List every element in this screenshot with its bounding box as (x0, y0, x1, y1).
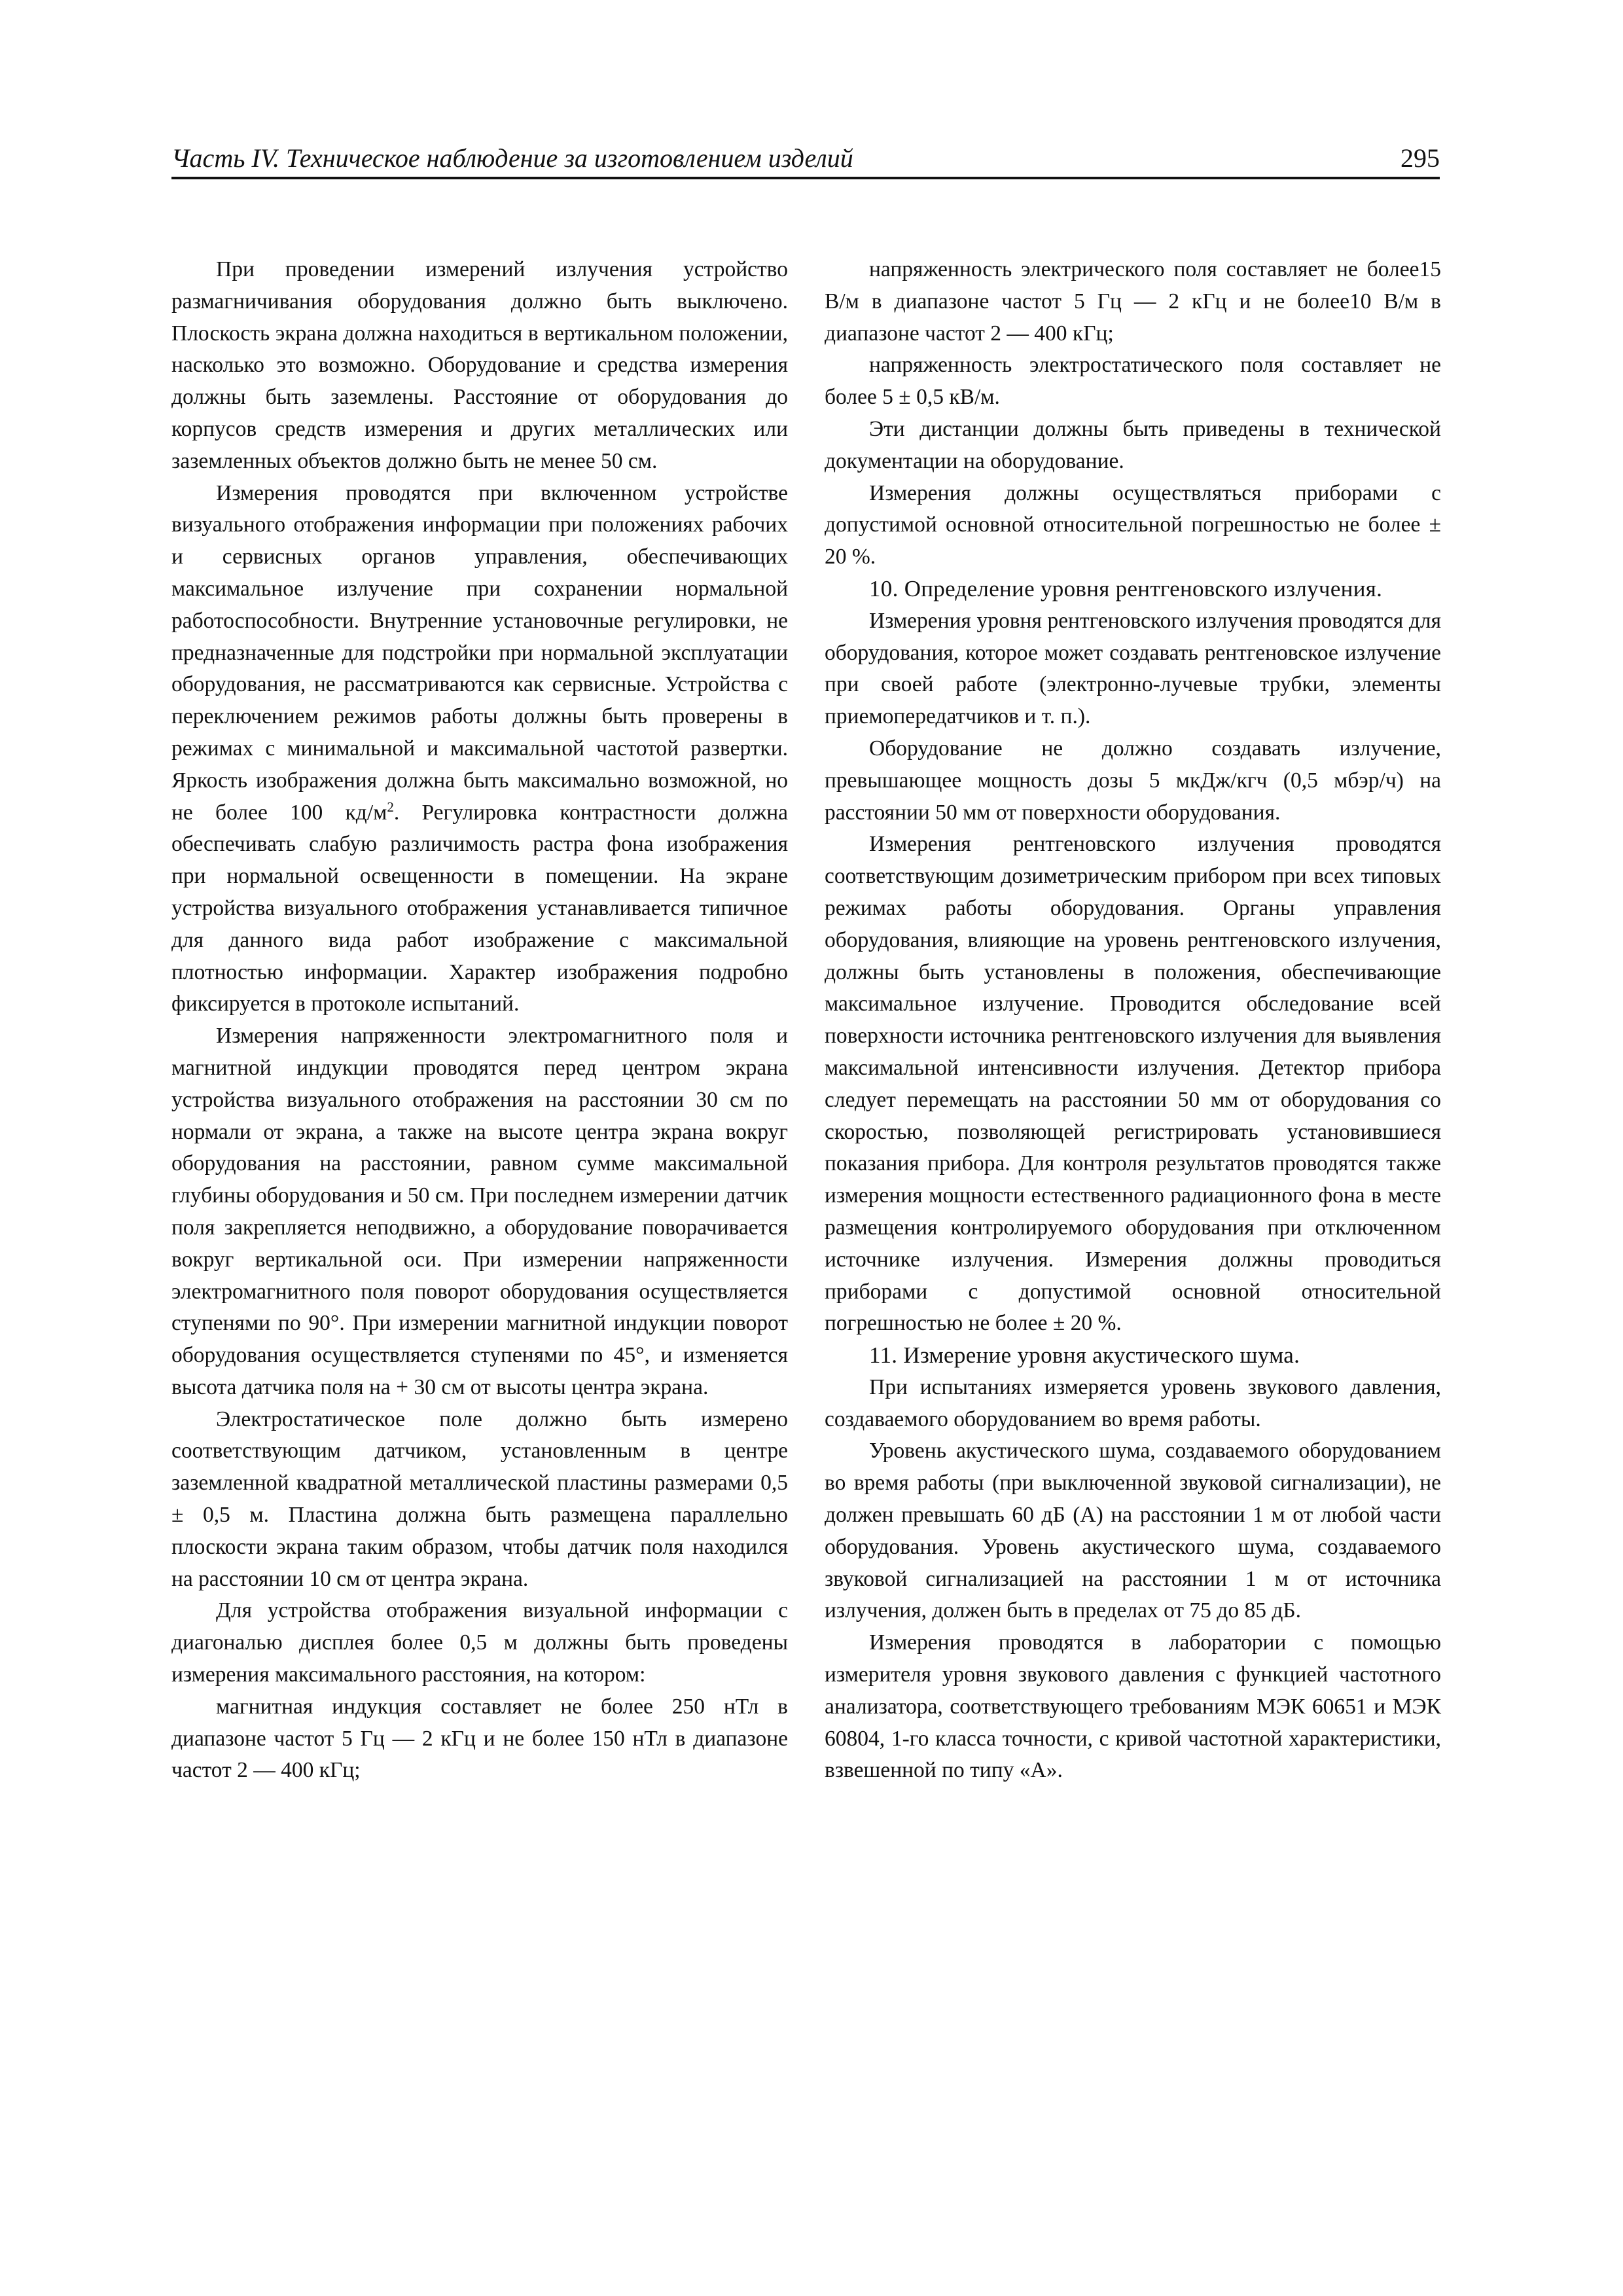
paragraph: Измерения рентгеновского излучения проводятся соответствующим дозиметрическим прибором при всех типовых режимах работы оборудования. Органы управления оборудования, влияющие на уровень рентгеновского излучения, должны быть установлены в положения, обеспечивающие максимальное излучение. Проводится обследование всей поверхности источника рентгеновского излучения для выявления максимальной интенсивности излучения. Детектор прибора следует перемещать на расстоянии 50 мм от оборудования со скоростью, позволяющей регистрировать установившиеся показания прибора. Для контроля результатов проводятся также измерения мощности естественного радиационного фона в месте размещения контролируемого оборудования при отключенном источнике излучения. Измерения должны проводиться приборами с допустимой основной относительной погрешностью не более ± 20 %. (825, 832, 1441, 1336)
paragraph: При проведении измерений излучения устройство размагничивания оборудования должно быть выключено. Плоскость экрана должна находиться в вертикальном положении, насколько это возможно. Оборудование и средства измерения должны быть заземлены. Расстояние от оборудования до корпусов средств измерения и других металлических или заземленных объектов должно быть не менее 50 см. (171, 257, 788, 473)
paragraph: Электростатическое поле должно быть измерено соответствующим датчиком, установленным в центре заземленной квадратной металлической пластины размерами 0,5 ± 0,5 м. Пластина должна быть размещена параллельно плоскости экрана таким образом, чтобы датчик поля находился на расстоянии 10 см от центра экрана. (171, 1407, 788, 1591)
paragraph-text: . Регулировка контрастности должна обеспечивать слабую различимость растра фона изображения при нормальной освещенности в помещении. На экране устройства визуального отображения устанавливается типичное для данного вида работ изображение с максимальной плотностью информации. Характер изображения подробно фиксируется в протоколе испытаний. (171, 800, 788, 1016)
paragraph (171, 478, 788, 1021)
header-title: Часть IV. Техническое наблюдение за изготовлением изделий (171, 143, 853, 173)
paragraph: Измерения проводятся в лаборатории с помощью измерителя уровня звукового давления с функцией частотного анализатора, соответствующего требованиям МЭК 60651 и МЭК 60804, 1-го класса точности, с кривой частотной характеристики, взвешенной по типу «А». (825, 1630, 1441, 1783)
page-number: 295 (1400, 143, 1440, 173)
paragraph: Оборудование не должно создавать излучение, превышающее мощность дозы 5 мкДж/кгч (0,5 мбэр/ч) на расстоянии 50 мм от поверхности оборудования. (825, 736, 1441, 825)
paragraph: Уровень акустического шума, создаваемого оборудованием во время работы (при выключенной звуковой сигнализации), не должен превышать 60 дБ (А) на расстоянии 1 м от любой части оборудования. Уровень акустического шума, создаваемого звуковой сигнализацией на расстоянии 1 м от источника излучения, должен быть в пределах от 75 до 85 дБ. (825, 1439, 1441, 1623)
paragraph: магнитная индукция составляет не более 250 нТл в диапазоне частот 5 Гц — 2 кГц и не более 150 нТл в диапазоне частот 2 — 400 кГц; (171, 1694, 788, 1783)
paragraph: Измерения напряженности электромагнитного поля и магнитной индукции проводятся перед центром экрана устройства визуального отображения на расстоянии 30 см по нормали от экрана, а также на высоте центра экрана вокруг оборудования на расстоянии, равном сумме максимальной глубины оборудования и 50 см. При последнем измерении датчик поля закрепляется неподвижно, а оборудование поворачивается вокруг вертикальной оси. При измерении напряженности электромагнитного поля поворот оборудования осуществляется ступенями по 90°. При измерении магнитной индукции поворот оборудования осуществляется ступенями по 45°, и изменяется высота датчика поля на + 30 см от высоты центра экрана. (171, 1024, 788, 1399)
paragraph: напряженность электростатического поля составляет не более 5 ± 0,5 кВ/м. (825, 353, 1441, 410)
running-header (171, 143, 1440, 179)
paragraph: Для устройства отображения визуальной информации с диагональю дисплея более 0,5 м должны быть проведены измерения максимального расстояния, на котором: (171, 1598, 788, 1687)
superscript: 2 (387, 798, 394, 815)
left-column (171, 254, 788, 1787)
section-heading: 10. Определение уровня рентгеновского излучения. (869, 575, 1383, 601)
paragraph: напряженность электрического поля составляет не более15 В/м в диапазоне частот 5 Гц — 2 кГц и не более10 В/м в диапазоне частот 2 — 400 кГц; (825, 257, 1441, 346)
paragraph: Измерения должны осуществляться приборами с допустимой основной относительной погрешностью не более ± 20 %. (825, 480, 1441, 569)
paragraph-text: Измерения проводятся при включенном устройстве визуального отображения информации при положениях рабочих и сервисных органов управления, обеспечивающих максимальное излучение при сохранении нормальной работоспособности. Внутренние установочные регулировки, не предназначенные для подстройки при нормальной эксплуатации оборудования, не рассматриваются как сервисные. Устройства с переключением режимов работы должны быть проверены в режимах с минимальной и максимальной частотой развертки. Яркость изображения должна быть максимально возможной, но не более 100 кд/м (171, 480, 788, 825)
paragraph: Измерения уровня рентгеновского излучения проводятся для оборудования, которое может создавать рентгеновское излучение при своей работе (электронно-лучевые трубки, элементы приемопередатчиков и т. п.). (825, 608, 1441, 729)
right-column (825, 254, 1441, 1787)
paragraph: Эти дистанции должны быть приведены в технической документации на оборудование. (825, 416, 1441, 473)
section-heading: 11. Измерение уровня акустического шума. (869, 1342, 1300, 1369)
paragraph: При испытаниях измеряется уровень звукового давления, создаваемого оборудованием во время работы. (825, 1374, 1441, 1431)
